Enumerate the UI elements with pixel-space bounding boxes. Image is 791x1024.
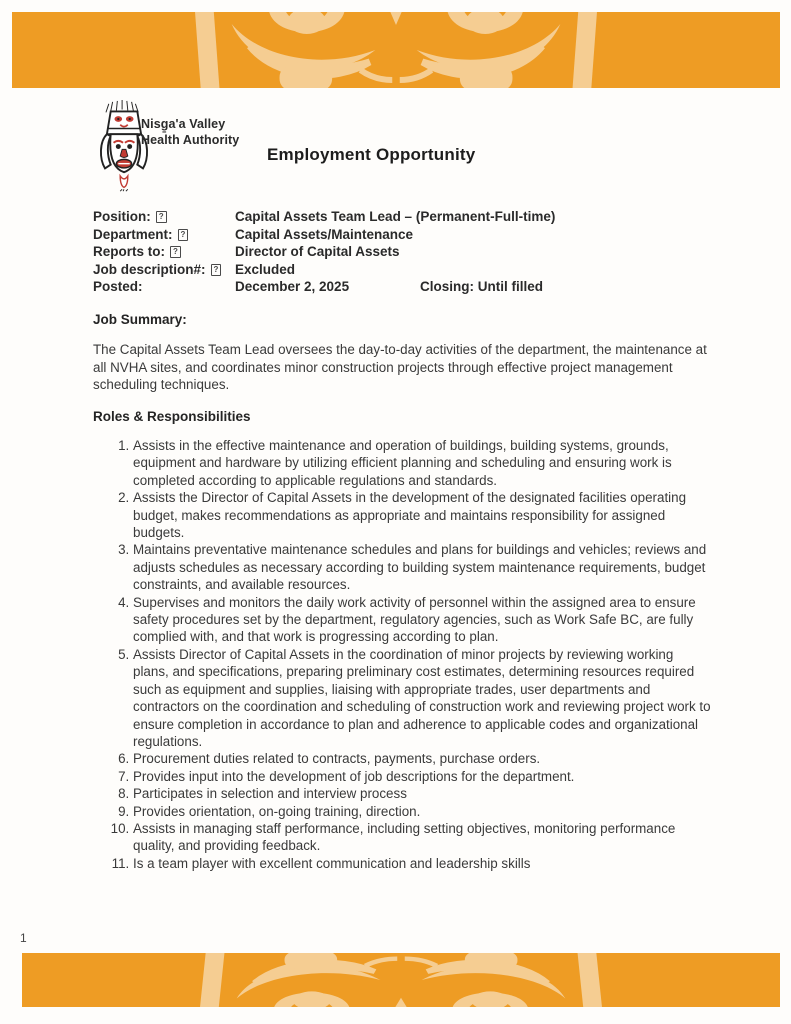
meta-label-text: Job description#: (93, 261, 206, 277)
meta-value: Capital Assets Team Lead – (Permanent-Full-time) (235, 209, 556, 224)
list-item: 1. Assists in the effective maintenance and operation of buildings, building systems, grounds, equipment and hardware by utilizing efficient planning and scheduling and ensuring work is completed according to applicable regulations and standards. (133, 437, 711, 489)
list-item: 2. Assists the Director of Capital Assets in the development of the designated facilities operating budget, makes recommendations as appropriate and maintains responsibility for assigned budgets. (133, 489, 711, 541)
list-item: 11. Is a team player with excellent communication and leadership skills (133, 855, 711, 872)
meta-label (93, 261, 235, 279)
meta-label (93, 243, 235, 261)
formline-pattern-icon (180, 12, 612, 88)
missing-glyph-icon: ? (211, 264, 222, 276)
page-title: Employment Opportunity (267, 145, 476, 164)
list-item: 7. Provides input into the development of job descriptions for the department. (133, 768, 711, 785)
org-name-line2: Health Authority (141, 132, 240, 147)
list-item: 10. Assists in managing staff performance, including setting objectives, monitoring performance quality, and providing feedback. (133, 820, 711, 855)
meta-value: Excluded (235, 261, 296, 277)
org-name-line1: Nisg̱a'a Valley (141, 117, 226, 131)
meta-label-text: Posted: (93, 279, 143, 295)
missing-glyph-icon: ? (156, 211, 167, 223)
meta-label (93, 278, 235, 296)
list-item: 9. Provides orientation, on-going training, direction. (133, 803, 711, 820)
list-item: 4. Supervises and monitors the daily work activity of personnel within the assigned area to ensure safety procedures set by the department, regulatory agencies, such as Work Safe BC, are fully complied with, and that work is progressing according to plan. (133, 594, 711, 646)
meta-row-department (93, 226, 733, 244)
page-number: 1 (20, 931, 27, 945)
missing-glyph-icon: ? (178, 229, 189, 241)
meta-row-job-description (93, 261, 733, 279)
meta-value: Director of Capital Assets (235, 244, 400, 260)
meta-value: Capital Assets/Maintenance (235, 226, 414, 242)
meta-label-text: Position: (93, 209, 151, 224)
top-banner (12, 12, 780, 88)
formline-pattern-icon (185, 953, 617, 1007)
meta-value: December 2, 2025 (235, 279, 350, 295)
meta-label-text: Department: (93, 226, 173, 242)
closing-date: Closing: Until filled (420, 279, 543, 295)
job-summary-paragraph: The Capital Assets Team Lead oversees the day-to-day activities of the department, the maintenance at all NVHA sites, and coordinates minor construction projects through effective project management scheduling techniques. (93, 342, 707, 392)
bottom-banner (22, 953, 780, 1007)
meta-row-reports-to (93, 243, 733, 261)
list-item: 3. Maintains preventative maintenance schedules and plans for buildings and vehicles; reviews and adjusts schedules as necessary according to building system maintenance requirements, budget constraints, and available resources. (133, 541, 711, 593)
org-name (141, 117, 239, 148)
meta-row-position (93, 208, 733, 226)
meta-row-posted (93, 278, 733, 296)
list-item: 8. Participates in selection and interview process (133, 785, 711, 802)
list-item: 6. Procurement duties related to contracts, payments, purchase orders. (133, 750, 711, 767)
meta-label (93, 226, 235, 244)
list-item: 5. Assists Director of Capital Assets in the coordination of minor projects by reviewing working plans, and specifications, preparing preliminary cost estimates, determining resources required such as equipment and supplies, liaising with appropriate trades, user departments and contractors on the coordination and scheduling of construction work and reviewing project work to ensure completion in accordance to plan and adherence to applicable codes and organizational regulations. (133, 646, 711, 750)
missing-glyph-icon: ? (170, 246, 181, 258)
job-summary-heading: Job Summary: (93, 312, 187, 327)
position-meta (93, 208, 733, 296)
roles-heading: Roles & Responsibilities (93, 409, 251, 424)
roles-list (93, 437, 711, 872)
meta-label (93, 208, 235, 226)
meta-label-text: Reports to: (93, 244, 165, 260)
